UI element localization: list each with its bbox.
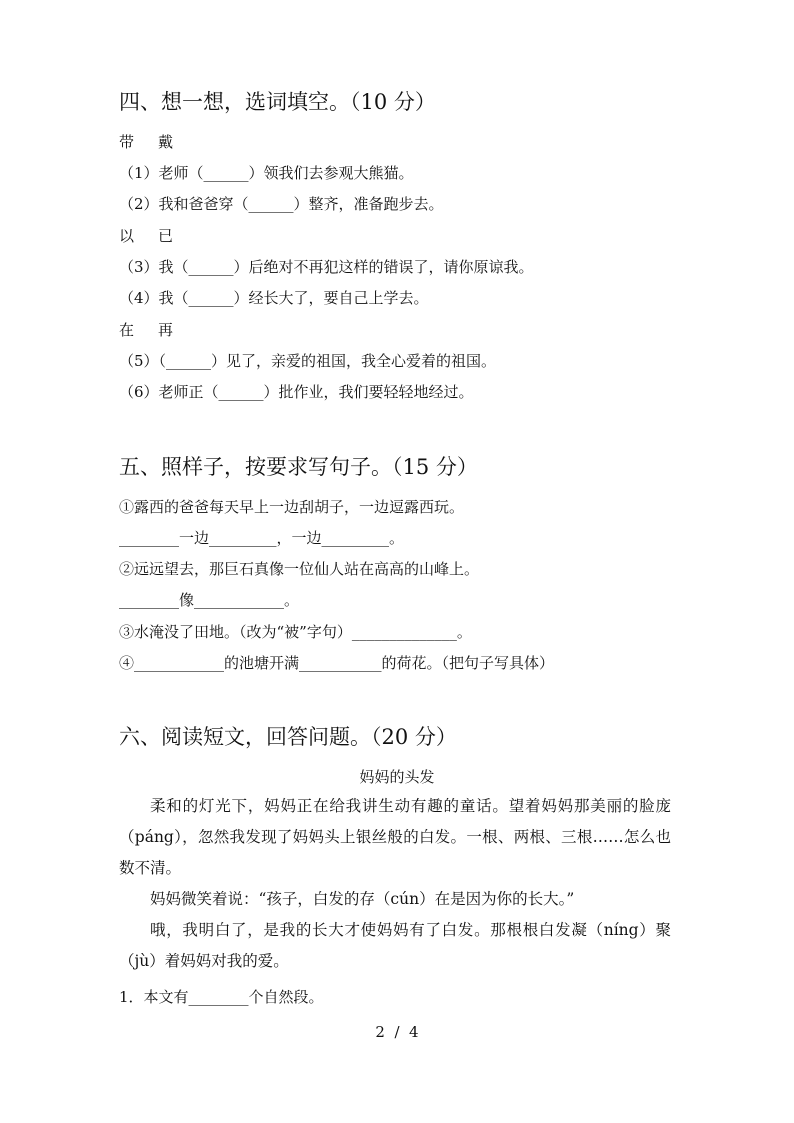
word-pair-2 xyxy=(119,225,173,246)
section4-title: 四、想一想，选词填空。（10 分） xyxy=(119,90,436,114)
fill-item-6: （6）老师正（______）批作业，我们要轻轻地经过。 xyxy=(119,383,474,401)
word-option: 在 xyxy=(119,321,135,339)
page-number: 2 / 4 xyxy=(375,1023,419,1041)
question-1: 1．本文有________个自然段。 xyxy=(119,988,324,1006)
word-option: 戴 xyxy=(158,133,174,151)
sentence-line: ③水淹没了田地。（改为“被”字句）______________。 xyxy=(119,623,472,641)
section6-title: 六、阅读短文，回答问题。（20 分） xyxy=(119,725,457,749)
fill-item-2: （2）我和爸爸穿（______）整齐，准备跑步去。 xyxy=(119,195,444,213)
sentence-line: ________像____________。 xyxy=(119,591,300,609)
fill-item-3: （3）我（______）后绝对不再犯这样的错误了，请你原谅我。 xyxy=(119,258,534,276)
story-paragraph: 哦，我明白了，是我的长大才使妈妈有了白发。那根根白发凝（níng）聚（jù）着妈妈对我的爱。 xyxy=(119,921,671,970)
fill-item-1: （1）老师（______）领我们去参观大熊猫。 xyxy=(119,164,414,182)
sentence-line: ②远远望去，那巨石真像一位仙人站在高高的山峰上。 xyxy=(119,560,480,578)
word-pair-3 xyxy=(119,319,173,340)
word-option: 带 xyxy=(119,133,135,151)
fill-item-5: （5）（______）见了，亲爱的祖国，我全心爱着的祖国。 xyxy=(119,352,497,370)
sentence-line: ①露西的爸爸每天早上一边刮胡子，一边逗露西玩。 xyxy=(119,498,465,516)
sentence-line: ④____________的池塘开满___________的荷花。（把句子写具体） xyxy=(119,654,555,672)
word-option: 再 xyxy=(158,321,174,339)
story-paragraph: 妈妈微笑着说：“孩子，白发的存（cún）在是因为你的长大。” xyxy=(150,890,575,908)
story-title: 妈妈的头发 xyxy=(359,768,435,786)
fill-item-4: （4）我（______）经长大了，要自己上学去。 xyxy=(119,289,429,307)
story-paragraph: 柔和的灯光下，妈妈正在给我讲生动有趣的童话。望着妈妈那美丽的脸庞（páng），忽然我发现了妈妈头上银丝般的白发。一根、两根、三根……怎么也数不清。 xyxy=(119,797,671,877)
section5-title: 五、照样子，按要求写句子。（15 分） xyxy=(119,455,478,479)
sentence-line: ________一边_________，一边_________。 xyxy=(119,529,405,547)
word-option: 已 xyxy=(158,227,174,245)
word-option: 以 xyxy=(119,227,135,245)
word-pair-1 xyxy=(119,131,173,152)
